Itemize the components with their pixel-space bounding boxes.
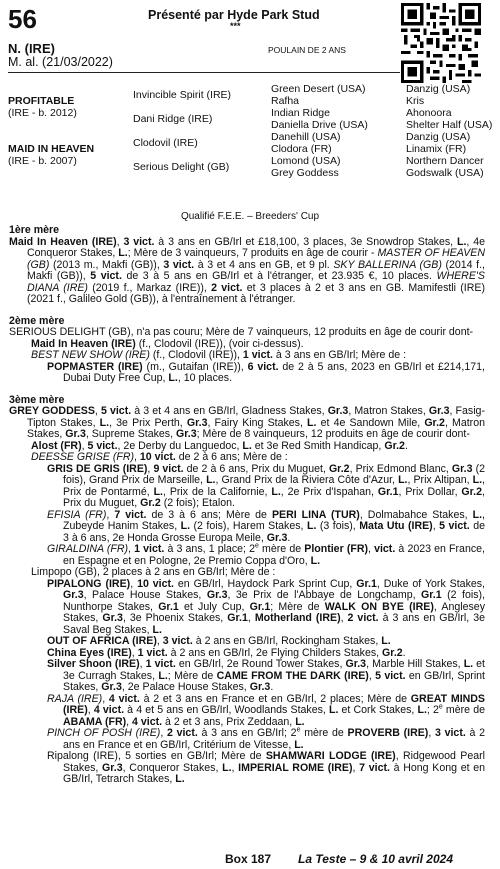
pedigree-gen2: Invincible Spirit (IRE) xyxy=(133,89,232,101)
sex-age-label: POULAIN DE 2 ANS xyxy=(268,45,346,55)
divider xyxy=(8,72,400,73)
family-entry: EFISIA (FR), 7 vict. de 3 à 6 ans; Mère de PERI LINA (TUR), Dolmabahce Stakes, L., Zubeyde Hanim Stakes, L. (2 fois), Harem Stakes, L. (3 fois), Mata Utu (IRE), 5 vict. de 3 à 6 ans, 2e Honda Grosse Europa Meile, Gr.3. xyxy=(47,508,486,544)
family-entry: Silver Shoon (IRE), 1 vict. en GB/Irl, 2e Round Tower Stakes, Gr.3, Marble Hill Stakes, L. et 3e Curragh Stakes, L.; Mère de CAME FROM THE DARK (IRE), 5 vict. en GB/Irl, Sprint Stakes, Gr.3, 2e Palace House Stakes, Gr.3. xyxy=(47,658,486,693)
pedigree-gen3: Daniella Drive (USA) xyxy=(271,119,368,131)
stars: *** xyxy=(230,21,241,31)
qualification-line: Qualifié F.E.E. – Breeders' Cup xyxy=(180,211,320,222)
family-entry: BEST NEW SHOW (IRE) (f., Clodovil (IRE)), 1 vict. à 3 ans en GB/Irl; Mère de : xyxy=(31,349,407,361)
family-entry: POPMASTER (IRE) (m., Gutaifan (IRE)), 6 vict. de 2 à 5 ans, 2023 en GB/Irl et £214,171, Dubai Duty Free Cup, L., 10 places. xyxy=(47,360,485,384)
pedigree-gen2: Dani Ridge (IRE) xyxy=(133,113,213,125)
pedigree-gen3: Danehill (USA) xyxy=(271,131,341,143)
family-entry: Ripalong (IRE), 5 sorties en GB/Irl; Mère de SHAMWARI LODGE (IRE), Ridgewood Pearl Stakes, Gr.3, Conqueror Stakes, L., IMPERIAL ROME (IRE), 7 vict. à Hong Kong et en GB/Irl, Tetrarch Stakes, L. xyxy=(47,750,486,785)
pedigree-gen3: Indian Ridge xyxy=(271,107,330,119)
sire-name: PROFITABLE xyxy=(8,95,75,107)
family-entry: Alost (FR), 5 vict., 2e Derby du Languedoc, L. et 3e Red Smith Handicap, Gr.2. xyxy=(31,439,408,452)
horse-name: N. (IRE) xyxy=(8,41,55,56)
section-heading: 2ème mère xyxy=(9,314,65,327)
family-entry: GIRALDINA (FR), 1 vict. à 3 ans, 1 place; 2e mère de Plontier (FR), vict. à 2023 en France, en Espagne et en Pologne, 2e Premio Coppa d'Oro, L. xyxy=(47,542,485,567)
lot-number: 56 xyxy=(8,4,37,34)
pedigree-gen4: Godswalk (USA) xyxy=(406,167,484,179)
family-entry: PIPALONG (IRE), 10 vict. en GB/Irl, Haydock Park Sprint Cup, Gr.1, Duke of York Stakes, Gr.3, Palace House Stakes, Gr.3, 3e Prix de l'Abbaye de Longchamp, Gr.1 (2 fois), Nunthorpe Stakes, Gr.1 et July Cup, Gr.1; Mère de WALK ON BYE (IRE), Anglesey Stakes, Gr.3, 3e Phoenix Stakes, Gr.1, Motherland (IRE), 2 vict. à 3 ans en GB/Irl, 3e Saval Beg Stakes, L. xyxy=(47,577,486,636)
family-entry: OUT OF AFRICA (IRE), 3 vict. à 2 ans en GB/Irl, Rockingham Stakes, L. xyxy=(47,635,391,647)
family-entry: RAJA (IRE), 4 vict. à 2 et 3 ans en France et en GB/Irl, 2 places; Mère de GREAT MINDS (IRE), 4 vict. à 4 et 5 ans en GB/Irl, Woodlands Stakes, L. et Cork Stakes, L.; 2e mère de ABAMA (FR), 4 vict. à 2 et 3 ans, Prix Zeddaan, L. xyxy=(47,692,485,728)
dam-info: (IRE - b. 2007) xyxy=(8,155,77,167)
catalogue-body xyxy=(9,225,485,786)
pedigree-gen4: Danzig (USA) xyxy=(406,83,471,95)
sale-event: La Teste – 9 & 10 avril 2024 xyxy=(298,852,453,866)
sire-info: (IRE - b. 2012) xyxy=(8,107,77,119)
family-entry: SERIOUS DELIGHT (GB), n'a pas couru; Mère de 7 vainqueurs, 12 produits en âge de courir dont- xyxy=(9,326,474,338)
box-number: Box 187 xyxy=(225,852,272,866)
section-heading: 1ère mère xyxy=(9,224,60,236)
pedigree-gen3: Rafha xyxy=(271,95,300,107)
pedigree-gen3: Lomond (USA) xyxy=(271,155,341,167)
pedigree-gen4: Danzig (USA) xyxy=(406,131,471,143)
family-entry: Limpopo (GB), 2 places à 2 ans en GB/Irl; Mère de : xyxy=(31,566,276,578)
qr-code-icon xyxy=(401,3,481,83)
horse-details: M. al. (21/03/2022) xyxy=(8,55,113,69)
pedigree-gen4: Northern Dancer xyxy=(406,155,484,167)
pedigree-gen2: Serious Delight (GB) xyxy=(133,161,230,173)
pedigree-gen4: Kris xyxy=(406,95,425,107)
consignor: Présenté par Hyde Park Stud xyxy=(148,8,320,22)
family-entry: GRIS DE GRIS (IRE), 9 vict. de 2 à 6 ans, Prix du Muguet, Gr.2, Prix Edmond Blanc, Gr.3 (2 fois), Grand Prix de Marseille, L., Grand Prix de la Riviera Côte d'Azur, L., Prix Altipan, L., Prix de Pontarmé, L., Prix de la Californie, L., 2e Prix d'Ispahan, Gr.1, Prix Dollar, Gr.2, Prix du Muguet, Gr.2 (2 fois); Etalon. xyxy=(47,462,486,509)
family-entry: Maid In Heaven (IRE) (f., Clodovil (IRE)), (voir ci-dessus). xyxy=(31,337,304,350)
dam-name: MAID IN HEAVEN xyxy=(8,143,95,155)
pedigree-gen3: Green Desert (USA) xyxy=(271,83,366,95)
family-entry: PINCH OF POSH (IRE), 2 vict. à 3 ans en GB/Irl; 2e mère de PROVERB (IRE), 3 vict. à 2 ans en France et en GB/Irl, Critérium de Vitesse, L. xyxy=(47,726,485,751)
family-entry: China Eyes (IRE), 1 vict. à 2 ans en GB/Irl, 2e Flying Childers Stakes, Gr.2. xyxy=(47,646,406,659)
section-heading: 3ème mère xyxy=(9,393,65,406)
family-entry: GREY GODDESS, 5 vict. à 3 et 4 ans en GB/Irl, Gladness Stakes, Gr.3, Matron Stakes, Gr.3, Fasig-Tipton Stakes, L., 3e Prix Perth, Gr.3, Fairy King Stakes, L. et 4e Sandown Mile, Gr.2, Matron Stakes, Gr.3, Supreme Stakes, Gr.3; Mère de 8 vainqueurs, 12 produits en âge de courir dont- xyxy=(9,405,485,440)
family-entry: DEESSE GRISE (FR), 10 vict. de 2 à 6 ans; Mère de : xyxy=(31,451,288,463)
pedigree-gen4: Linamix (FR) xyxy=(406,143,467,155)
pedigree-gen3: Grey Goddess xyxy=(271,167,339,179)
pedigree-gen4: Shelter Half (USA) xyxy=(406,119,493,131)
family-entry: Maid In Heaven (IRE), 3 vict. à 3 ans en GB/Irl et £18,100, 3 places, 3e Snowdrop Stakes, L., 4e Conqueror Stakes, L.; Mère de 3 vainqueurs, 7 produits en âge de courir - MASTER OF HEAVEN (GB) (2013 m., Makfi (GB)), 3 vict. à 3 et 4 ans en GB, et 9 pl. SKY BALLERINA (GB) (2014 f., Makfi (GB)), 5 vict. de 3 à 5 ans en GB/Irl et à l'étranger, et 23.935 €, 10 places. WHERE'S DIANA (IRE) (2019 f., Markaz (IRE)), 2 vict. et 3 places à 2 et 3 ans en GB. Mamifestli (IRE) (2021 f., Galileo Gold (GB)), à l'entraînement à l'étranger. xyxy=(9,235,486,305)
pedigree-gen3: Clodora (FR) xyxy=(271,143,332,155)
pedigree-gen4: Ahonoora xyxy=(406,107,452,119)
pedigree-gen2: Clodovil (IRE) xyxy=(133,137,198,149)
